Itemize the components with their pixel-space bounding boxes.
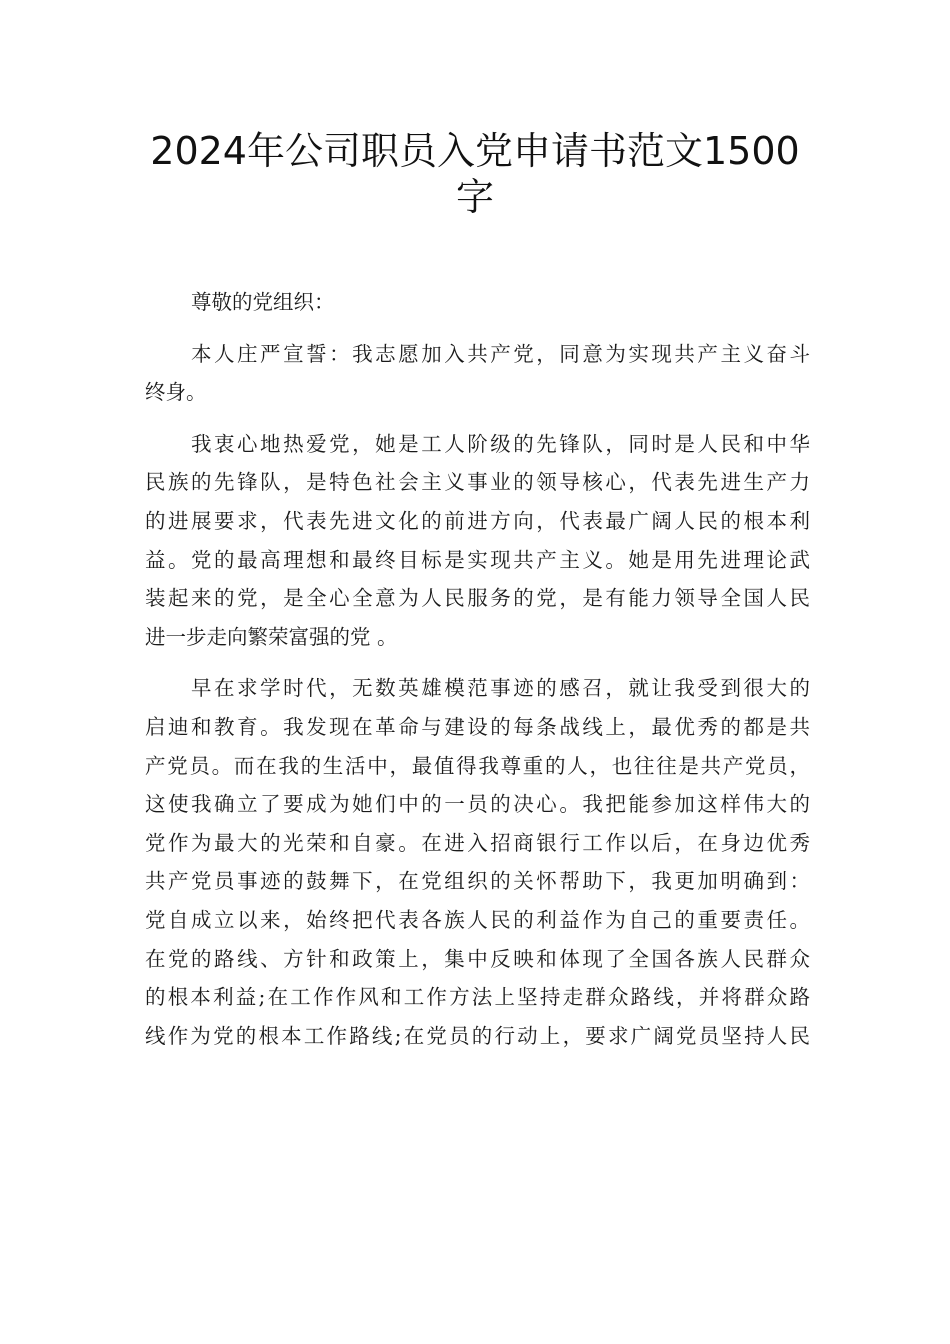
- document-body: [145, 283, 810, 1055]
- title-line-2: 字: [455, 175, 494, 219]
- paragraph-oath: [145, 335, 810, 412]
- paragraph-student-days: [145, 669, 810, 1055]
- paragraph-line: 的进展要求，代表先进文化的前进方向，代表最广阔人民的根本利: [145, 508, 810, 533]
- paragraph-line: 民族的先锋队，是特色社会主义事业的领导核心，代表先进生产力: [145, 470, 810, 495]
- paragraph-line: 党自成立以来，始终把代表各族人民的利益作为自己的重要责任。: [145, 907, 810, 932]
- paragraph-line: 早在求学时代，无数英雄模范事迹的感召，就让我受到很大的: [191, 676, 810, 701]
- title-line-1: 2024年公司职员入党申请书范文1500: [150, 129, 800, 173]
- paragraph-line: 在党的路线、方针和政策上，集中反映和体现了全国各族人民群众: [145, 946, 810, 971]
- paragraph-line: 线作为党的根本工作路线;在党员的行动上，要求广阔党员坚持人民: [145, 1023, 810, 1048]
- paragraph-line: 产党员。而在我的生活中，最值得我尊重的人，也往往是共产党员，: [145, 753, 810, 778]
- document-title: [0, 128, 950, 220]
- paragraph-line: 进一步走向繁荣富强的党 。: [145, 624, 398, 649]
- paragraph-line: 启迪和教育。我发现在革命与建设的每条战线上，最优秀的都是共: [145, 714, 810, 739]
- paragraph-line: 这使我确立了要成为她们中的一员的决心。我把能参加这样伟大的: [145, 792, 810, 817]
- paragraph-line: 本人庄严宣誓：我志愿加入共产党，同意为实现共产主义奋斗: [191, 341, 810, 366]
- paragraph-line: 我衷心地热爱党，她是工人阶级的先锋队，同时是人民和中华: [191, 431, 810, 456]
- paragraph-line: 益。党的最高理想和最终目标是实现共产主义。她是用先进理论武: [145, 547, 810, 572]
- paragraph-line: 的根本利益;在工作作风和工作方法上坚持走群众路线，并将群众路: [145, 985, 810, 1010]
- greeting-paragraph: [145, 283, 810, 322]
- greeting: 尊敬的党组织：: [191, 290, 335, 314]
- paragraph-line: 共产党员事迹的鼓舞下，在党组织的关怀帮助下，我更加明确到：: [145, 869, 810, 894]
- paragraph-love-party: [145, 425, 810, 657]
- paragraph-line: 终身。: [145, 380, 207, 405]
- paragraph-line: 党作为最大的光荣和自豪。在进入招商银行工作以后，在身边优秀: [145, 830, 810, 855]
- paragraph-line: 装起来的党，是全心全意为人民服务的党，是有能力领导全国人民: [145, 586, 810, 611]
